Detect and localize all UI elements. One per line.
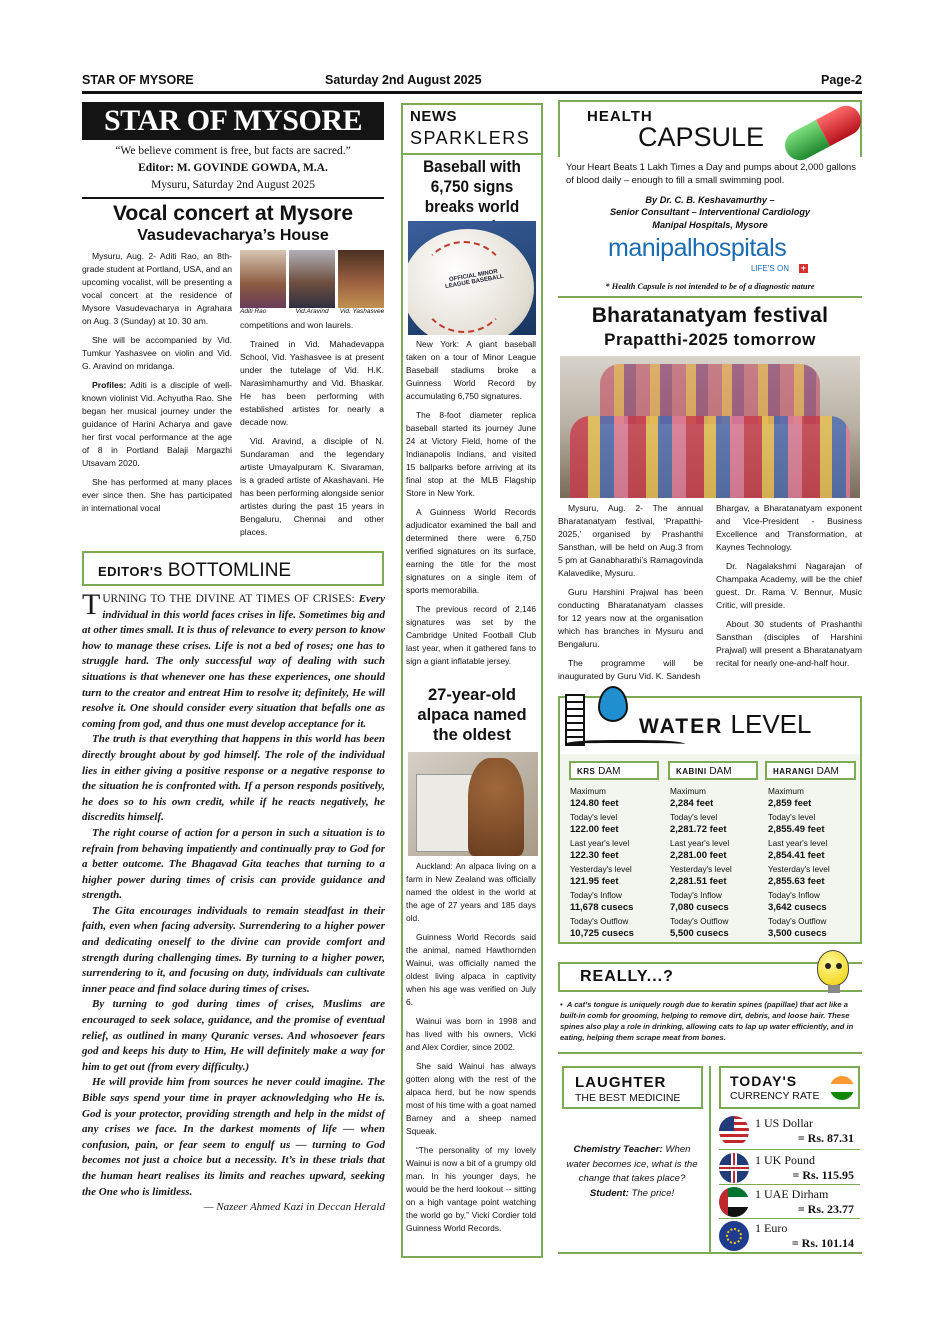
laughter-joke bbox=[566, 1143, 698, 1201]
baseball-photo bbox=[408, 221, 536, 335]
dam-row-value: 3,500 cusecs bbox=[768, 927, 827, 939]
us-flag-icon bbox=[719, 1116, 749, 1146]
currency-unit: 1 UK Pound bbox=[755, 1153, 816, 1167]
bullet-icon: • bbox=[560, 1000, 567, 1009]
water-label-bold: WATER bbox=[639, 715, 724, 738]
currency-unit: 1 UAE Dirham bbox=[755, 1187, 829, 1201]
dam-row-label: Today's Inflow bbox=[768, 890, 820, 900]
profiles-label: Profiles: bbox=[92, 380, 127, 390]
alpaca-text bbox=[406, 860, 536, 1241]
currency-unit: 1 Euro bbox=[755, 1221, 788, 1235]
bottomline-para: He will provide him from sources he never could imagine. The Bible says spend your time in prayer acknowledging who He is. God is your protector, providing strength and help in the midst of any crises we face. In the darkest moments of life — when confusion, pain, or fear seem to engulf us — turning to God becomes not just a choice but a necessity. It’s in these trials that the human heart realises its limits and reaches upward, seeking the One who is limitless. bbox=[82, 1076, 385, 1198]
laughter-sub: THE BEST MEDICINE bbox=[575, 1092, 681, 1104]
news-divider bbox=[401, 153, 543, 155]
bottomline-para: The truth is that everything that happens in this world has been directly brought about by god himself. The role of the individual lies in either giving a positive response or a negative response to the situation he is confronted with. If a person responds positively, he does so to his own credit, while if he reacts negatively, he discredits himself. bbox=[82, 733, 385, 824]
bottomline-credit: — Nazeer Ahmed Kazi in Deccan Herald bbox=[203, 1201, 385, 1214]
currency-divider bbox=[719, 1184, 860, 1185]
bharatanatyam-left-column bbox=[558, 502, 703, 689]
alpaca-photo bbox=[408, 752, 538, 856]
caption-yashasvee: Vid. Yashasvee bbox=[339, 308, 385, 315]
bharatanatyam-photo bbox=[560, 356, 860, 498]
health-byline bbox=[558, 194, 862, 231]
dam-row-value: 2,854.41 feet bbox=[768, 849, 825, 861]
dam-row-value: 2,281.00 feet bbox=[670, 849, 727, 861]
dam-row-value: 11,678 cusecs bbox=[570, 901, 634, 913]
really-text bbox=[560, 999, 862, 1043]
health-label-bold: HEALTH bbox=[587, 108, 653, 125]
laughter-label: LAUGHTER bbox=[575, 1074, 667, 1091]
vocal-para: She has performed at many places ever since then. She has participated in international vocal bbox=[82, 477, 232, 513]
dam-row-label: Last year's level bbox=[768, 838, 828, 848]
bottomline-label-light: BOTTOMLINE bbox=[167, 560, 292, 581]
yashasvee-photo bbox=[338, 250, 384, 308]
dam-row-label: Maximum bbox=[670, 786, 706, 796]
dam-row-label: Last year's level bbox=[570, 838, 630, 848]
bottomline-para: By turning to god during times of crises, Muslims are encouraged to seek solace, guidance, and the promise of eventual relief, as outlined in many Quranic verses. And whosoever fears god and keeps his duty to Him, He will definitely make a way for him to get out (from every difficulty.) bbox=[82, 998, 385, 1073]
vocal-para: Aditi is a disciple of well-known violinist Vid. Achyutha Rao. She began her musical journey under the guidance of Harini Acharya and gave her first vocal performance at the age of 8 in Portland Balaji Margazhi Utsavam 2020. bbox=[82, 380, 232, 468]
dam-row-value: 2,855.49 feet bbox=[768, 823, 825, 835]
laughter-divider bbox=[709, 1066, 711, 1252]
baseball-para: New York: A giant baseball taken on a tour of Minor League Baseball stadiums broke a Guinness World Record by accumulating 6,750 signatures. bbox=[406, 339, 536, 401]
dam-row-label: Today's level bbox=[570, 812, 618, 822]
gauge-icon bbox=[565, 694, 585, 746]
currency-unit: 1 US Dollar bbox=[755, 1116, 813, 1130]
currency-divider bbox=[719, 1149, 860, 1150]
bottomline-label-bold: EDITOR'S bbox=[98, 564, 163, 579]
dam-row-value: 5,500 cusecs bbox=[670, 927, 729, 939]
bharatanatyam-para: Mysuru, Aug. 2- The annual Bharatanatyam festival, ‘Prapatthi-2025,’ organised by Prashanthi Sansthan, will be held on Aug.3 from 5 pm at Ganabharathi’s Ramagovinda Kalavedike, Mysuru. bbox=[558, 503, 703, 578]
bharatanatyam-para: Dr. Nagalakshmi Nagarajan of Champaka Academy, will be the chief guest. Dr. Rama V. Bennur, Music Critic, will preside. bbox=[716, 561, 862, 610]
dam-row-value: 2,284 feet bbox=[670, 797, 714, 809]
vocal-para: She will be accompanied by Vid. Tumkur Yashasvee on violin and Vid. G. Aravind on mridanga. bbox=[82, 335, 232, 371]
harangi-values bbox=[768, 785, 860, 941]
dam-row-label: Last year's level bbox=[670, 838, 730, 848]
bharatanatyam-para: The programme will be inaugurated by Guru Vid. K. Sandesh bbox=[558, 658, 703, 681]
dam-row-value: 124.80 feet bbox=[570, 797, 619, 809]
uae-flag-icon bbox=[719, 1187, 749, 1217]
dam-suffix: DAM bbox=[598, 766, 621, 777]
dam-suffix: DAM bbox=[816, 766, 839, 777]
baseball-ball-text: OFFICIAL MINOR LEAGUE BASEBALL bbox=[444, 268, 505, 291]
masthead-dateline: Mysuru, Saturday 2nd August 2025 bbox=[151, 179, 315, 191]
dam-suffix: DAM bbox=[709, 766, 732, 777]
masthead-motto: “We believe comment is free, but facts are sacred.” bbox=[115, 145, 351, 157]
water-drop-icon bbox=[598, 686, 628, 722]
baseball-title: Baseball with 6,750 signs breaks world bbox=[423, 157, 521, 216]
harangi-tab bbox=[765, 761, 856, 780]
bharatanatyam-right-column bbox=[716, 502, 862, 676]
vocal-para: competitions and won laurels. bbox=[240, 320, 354, 330]
bottom-rule bbox=[558, 1252, 862, 1254]
dam-row-label: Today's Inflow bbox=[570, 890, 622, 900]
dam-row-value: 121.95 feet bbox=[570, 875, 619, 887]
dam-row-label: Yesterday's level bbox=[570, 864, 632, 874]
dam-row-value: 122.30 feet bbox=[570, 849, 619, 861]
vocal-para: Trained in Vid. Mahadevappa School, Vid. Yashasvee is at present under the tutelage of Vid. H.K. Narasimhamurthy and Vid. Bhaskar. He has been performing with established artistes for nearly a decade now. bbox=[240, 339, 384, 427]
eu-flag-icon bbox=[719, 1221, 749, 1251]
wave-icon bbox=[565, 740, 685, 750]
really-label: REALLY...? bbox=[580, 968, 674, 985]
manipal-tagline: LIFE'S ON bbox=[751, 264, 789, 273]
health-rule bbox=[558, 296, 862, 298]
alpaca-title: 27-year-old alpaca named the oldest bbox=[417, 686, 527, 744]
bottomline-para: The right course of action for a person in such a situation is to refrain from behaving impatiently and continually pray to God for a better outcome. The Bhagavad Gita teaches that turning to a higher power during times of crisis can provide guidance and strength. bbox=[82, 826, 385, 902]
caption-aditi: Aditi Rao bbox=[240, 308, 267, 315]
currency-row-gbp bbox=[719, 1152, 860, 1186]
currency-rate: = Rs. 101.14 bbox=[791, 1236, 854, 1250]
alpaca-para: “The personality of my lovely Wainui is now a bit of a grumpy old man. In his younger days, he would be the herd lookout -- sitting on a high vantage point watching the world go by,” Vicki Cordier told Guinness World Records. bbox=[406, 1145, 536, 1233]
bharatanatyam-para: Guru Harshini Prajwal has been conducting Bharatanatyam classes for 12 years now at the organisation which has branches in Mysuru and Bengaluru. bbox=[558, 587, 703, 649]
header-rule bbox=[82, 91, 862, 94]
aravind-photo bbox=[289, 250, 335, 308]
news-label-light: SPARKLERS bbox=[410, 128, 531, 148]
water-label-light: LEVEL bbox=[730, 709, 812, 739]
dam-row-value: 7,080 cusecs bbox=[670, 901, 729, 913]
masthead-rule bbox=[82, 197, 384, 199]
baseball-para: The 8-foot diameter replica baseball started its journey June 24 at Victory Field, home of the Indianapolis Indians, and visited 15 ballparks before arriving at its final stop at the MLB Flagship Store in New York. bbox=[406, 410, 536, 498]
bulb-base-icon bbox=[828, 985, 840, 993]
health-label-light: CAPSULE bbox=[638, 122, 765, 152]
health-by: By Dr. C. B. Keshavamurthy – bbox=[645, 195, 775, 205]
alpaca-animal bbox=[468, 758, 524, 856]
vocal-left-column bbox=[82, 250, 232, 521]
dam-row-value: 3,642 cusecs bbox=[768, 901, 827, 913]
dam-row-label: Maximum bbox=[768, 786, 804, 796]
news-label-bold: NEWS bbox=[410, 108, 457, 125]
uk-flag-icon bbox=[719, 1153, 749, 1183]
dam-name: HARANGI bbox=[773, 767, 814, 776]
india-flag-icon bbox=[830, 1076, 854, 1100]
alpaca-para: Guinness World Records said the animal, named Hawthornden Wainui, was officially named the oldest living alpaca in captivity when his age was verified on July 6. bbox=[406, 932, 536, 1007]
dam-row-label: Today's level bbox=[768, 812, 816, 822]
bharatanatyam-para: Bhargav, a Bharatanatyam exponent and Vice-President - Business Excellence and Transformation, at Kaynes Technology. bbox=[716, 503, 862, 552]
bharatanatyam-subtitle: Prapatthi-2025 tomorrow bbox=[604, 330, 816, 349]
health-role: Senior Consultant – Interventional Cardiology bbox=[609, 207, 811, 218]
bulb-icon bbox=[817, 950, 849, 986]
baseball-text bbox=[406, 338, 536, 674]
dam-row-label: Today's Outflow bbox=[670, 916, 729, 926]
alpaca-para: Wainui was born in 1998 and has lived with his owners, Vicki and Alex Cordier, since 2002. bbox=[406, 1016, 536, 1052]
dam-row-value: 122.00 feet bbox=[570, 823, 619, 835]
bottomline-label-box bbox=[82, 551, 384, 586]
currency-row-usd bbox=[719, 1115, 860, 1149]
joke-question-label: Chemistry Teacher: bbox=[573, 1144, 663, 1155]
currency-rate: = Rs. 115.95 bbox=[792, 1168, 854, 1182]
dam-row-label: Today's Outflow bbox=[768, 916, 827, 926]
aditi-photo bbox=[240, 250, 286, 308]
bottomline-para: The Gita encourages individuals to remain steadfast in their faith, even when facing adversity. Surrendering to a higher power and dedicating oneself to the divine can provide comfort and strength during challenging times. By turning to a higher power, surrendering to it, and focusing on duty, individuals can cultivate inner peace and find solace during times of crises. bbox=[82, 904, 385, 995]
vocal-para: Vid. Aravind, a disciple of N. Sundaraman and the legendary artiste Umayalpuram K. Sivaraman, is a graded artiste of Akashavani. He has been performing alongside senior artistes during the past 15 years in Bengaluru, Chennai and other places. bbox=[240, 436, 384, 537]
joke-question: When water becomes ice, what is the change that takes place? bbox=[566, 1144, 698, 1184]
vocal-para: Mysuru, Aug. 2- Aditi Rao, an 8th-grade student at Portland, USA, and an upcoming vocalist, will be presenting a vocal concert at the residence of Mysore Vasudevacharya in Agrahara on Aug. 3 (Sunday) at 10. 30 am. bbox=[82, 251, 233, 326]
dam-row-value: 2,281.51 feet bbox=[670, 875, 727, 887]
dam-row-label: Yesterday's level bbox=[670, 864, 732, 874]
bharatanatyam-para: About 30 students of Prashanthi Sansthan (disciples of Harshini Prajwal) will present a Bharatanatyam recital for nearly one-and-half hour. bbox=[716, 619, 862, 668]
dam-name: KRS bbox=[577, 767, 596, 776]
bottomline-body bbox=[82, 588, 385, 1216]
really-fact: A cat’s tongue is uniquely rough due to keratin spines (papillae) that act like a built-in comb for grooming, helping to remove dirt, debris, and loose hair. These spines also play a role in drinking, allowing cats to lap up water efficiently, and in eating, helping them scrape meat from bones. bbox=[560, 1000, 854, 1042]
masthead-editor: Editor: M. GOVINDE GOWDA, M.A. bbox=[138, 162, 328, 174]
dam-row-value: 2,281.72 feet bbox=[670, 823, 727, 835]
kabini-tab bbox=[668, 761, 758, 780]
dam-row-label: Today's Inflow bbox=[670, 890, 722, 900]
baseball-para: A Guinness World Records adjudicator examined the ball and determined there were 6,750 verified signatures on its surface, earning the title for the most signatures on a single item of sports memorabilia. bbox=[406, 507, 536, 595]
really-rule bbox=[558, 1052, 862, 1054]
bottomline-para: Every individual in this world faces crises in life. Sometimes big and at other times small. It is thus of relevance to every person to know how to manage these crises. Life is not a bed of roses; one has to struggle hard. The only successful way of dealing with such situations is that whenever one has these experiences, one should turn to the creator and entreat Him to resolve it; definitely, He will resolve it. One should consider every situation that befalls one as coming from god, and thus one must develop acceptance for it. bbox=[82, 593, 385, 730]
dam-row-label: Yesterday's level bbox=[768, 864, 830, 874]
krs-tab bbox=[569, 761, 659, 780]
joke-answer: The price! bbox=[631, 1187, 675, 1199]
baseball-para: The previous record of 2,146 signatures was set by the Cambridge United Football Club last year, when it gathered fans to sign a giant inflatable jersey. bbox=[406, 604, 536, 666]
plus-icon: + bbox=[800, 263, 807, 273]
alpaca-para: She said Wainui has always gotten along with the rest of the alpaca herd, but he now spends most of his time with a goat named Barney and a sheep named Squeak. bbox=[406, 1061, 536, 1136]
manipal-logo: manipalhospitals bbox=[608, 234, 787, 262]
vocal-subtitle: Vasudevacharya’s House bbox=[137, 227, 329, 244]
header-date: Saturday 2nd August 2025 bbox=[325, 73, 482, 87]
header-page: Page-2 bbox=[821, 73, 862, 87]
kabini-values bbox=[670, 785, 762, 941]
alpaca-certificate bbox=[416, 774, 474, 852]
currency-sub: CURRENCY RATE bbox=[730, 1090, 820, 1102]
baseball-stitches bbox=[418, 241, 510, 333]
caption-aravind: Vid.Aravind bbox=[295, 308, 329, 315]
currency-rate: = Rs. 87.31 bbox=[797, 1131, 854, 1145]
vocal-photos bbox=[240, 250, 384, 316]
dam-row-value: 2,855.63 feet bbox=[768, 875, 825, 887]
vocal-title: Vocal concert at Mysore bbox=[112, 202, 354, 225]
currency-label: TODAY'S bbox=[730, 1073, 798, 1089]
health-hospital: Manipal Hospitals, Mysore bbox=[652, 219, 768, 230]
dam-row-label: Today's Outflow bbox=[570, 916, 629, 926]
joke-answer-label: Student: bbox=[589, 1187, 629, 1199]
dam-row-value: 2,859 feet bbox=[768, 797, 812, 809]
dam-row-label: Maximum bbox=[570, 786, 606, 796]
alpaca-para: Auckland: An alpaca living on a farm in New Zealand was officially named the oldest in the world at the age of 27 years and 185 days old. bbox=[406, 861, 536, 923]
bottomline-lead: URNING TO THE DIVINE AT TIMES OF CRISES: bbox=[102, 593, 355, 605]
krs-values bbox=[570, 785, 662, 941]
dam-row-value: 10,725 cusecs bbox=[570, 927, 634, 939]
water-label bbox=[639, 710, 811, 741]
currency-divider bbox=[719, 1218, 860, 1219]
currency-rate: = Rs. 23.77 bbox=[797, 1202, 854, 1216]
header-paper-name: STAR OF MYSORE bbox=[82, 73, 194, 87]
dam-row-label: Today's level bbox=[670, 812, 718, 822]
health-disclaimer: * Health Capsule is not intended to be of a diagnostic nature bbox=[605, 282, 815, 291]
masthead-title: STAR OF MYSORE bbox=[82, 102, 384, 140]
vocal-right-column bbox=[240, 319, 384, 545]
drop-cap: T bbox=[82, 588, 101, 621]
currency-row-aed bbox=[719, 1186, 860, 1220]
health-text: Your Heart Beats 1 Lakh Times a Day and pumps about 2,000 gallons of blood daily – enough to fill a small swimming pool. bbox=[566, 161, 856, 185]
dam-name: KABINI bbox=[676, 767, 707, 776]
bharatanatyam-title: Bharatanatyam festival bbox=[591, 304, 829, 327]
currency-row-eur bbox=[719, 1220, 860, 1254]
